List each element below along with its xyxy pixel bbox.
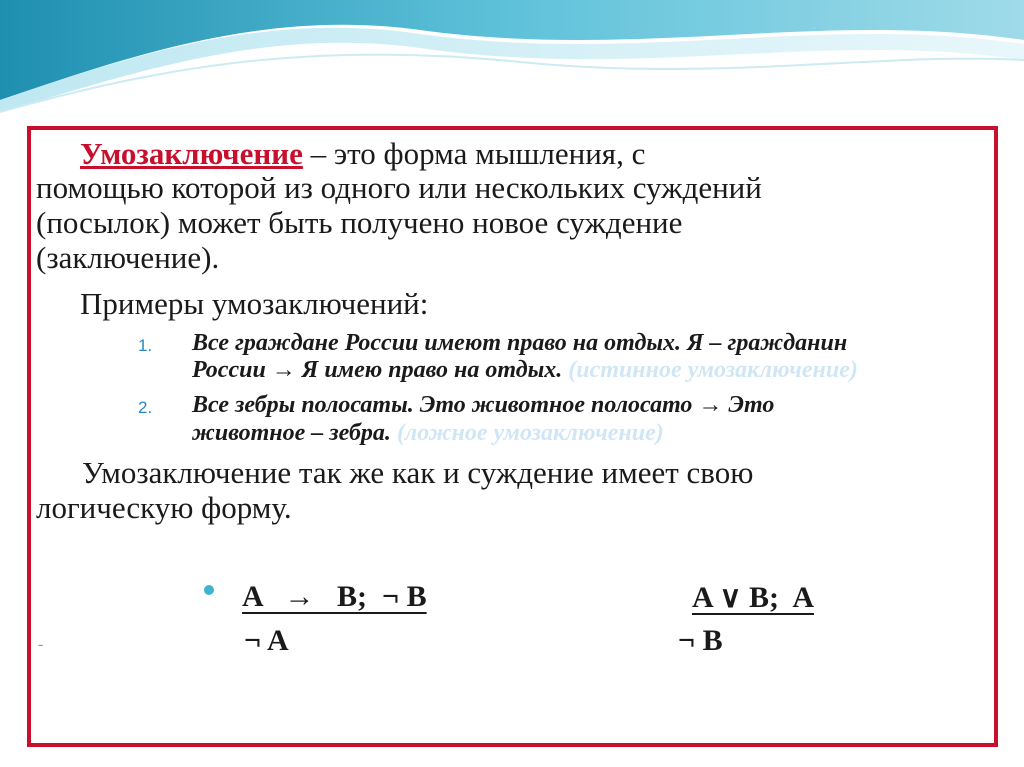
formula-left-premise: A → B; ¬ B [242, 580, 427, 613]
definition-line-4: (заключение). [36, 240, 220, 275]
definition-line-1 [80, 137, 645, 170]
definition-term: Умозаключение [80, 136, 303, 171]
definition-line-2: помощью которой из одного или нескольких суждений [36, 170, 762, 205]
bullet-icon [204, 585, 214, 595]
example-1-note: (истинное умозаключение) [568, 357, 858, 383]
example-2-note: (ложное умозаключение) [396, 420, 664, 446]
formula-right-conclusion: ¬ B [678, 624, 723, 657]
example-1-main: России → Я имею право на отдых. [192, 357, 563, 383]
example-1-line-2 [192, 357, 858, 384]
example-number: 2. [138, 398, 153, 417]
example-2-line-1: Все зебры полосаты. Это животное полосато → Это [192, 392, 775, 418]
header-wave-decoration [0, 0, 1024, 120]
definition-rest: – это форма мышления, с [302, 136, 646, 171]
conclusion-line-2: логическую форму. [36, 490, 292, 525]
definition-line-3: (посылок) может быть получено новое суждение [36, 205, 683, 240]
example-number: 1. [138, 336, 153, 355]
formula-right-premise: A ∨ B; A [692, 581, 814, 614]
formula-left-conclusion: ¬ A [244, 624, 289, 657]
example-2-line-2 [192, 420, 664, 447]
examples-title: Примеры умозаключений: [80, 286, 429, 321]
example-1-line-1: Все граждане России имеют право на отдых. Я – гражданин [192, 330, 848, 356]
conclusion-line-1: Умозаключение так же как и суждение имеет свою [82, 455, 754, 490]
example-2-main: животное – зебра. [192, 420, 391, 446]
dash-mark: - [38, 636, 44, 653]
